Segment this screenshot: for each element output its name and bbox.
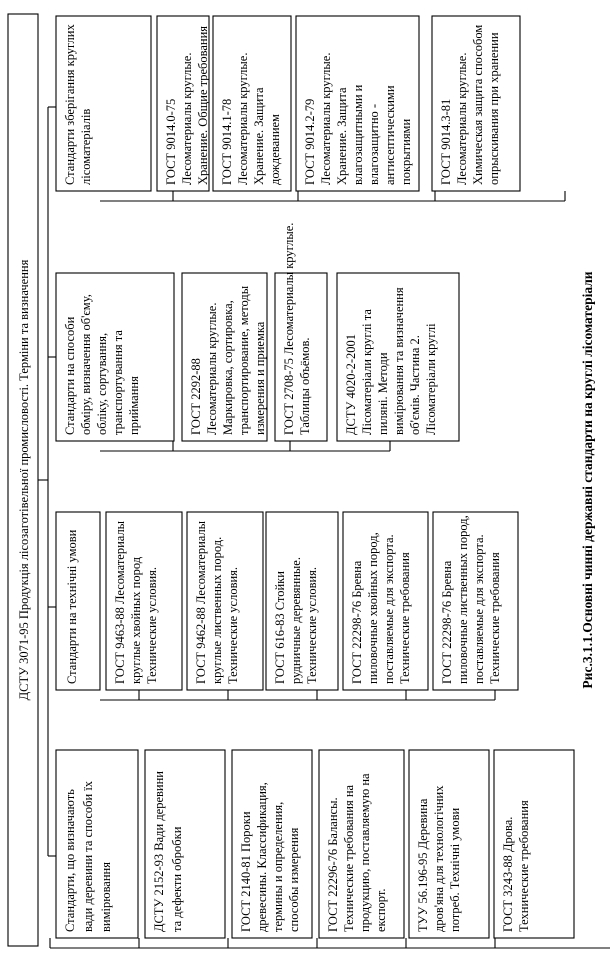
col2-item-1: ГОСТ 9463-88 Лесоматериалы круглые хвойных пород Технические условия. xyxy=(113,520,159,684)
column-specs xyxy=(56,512,518,690)
col2-item-5: ГОСТ 22298-76 Бревна пиловочные лиственных пород, поставляемые для экспорта. Технические требования xyxy=(440,515,502,684)
figure-caption: Рис.3.1.1.Основні чинні державні стандарти на круглі лісоматеріали xyxy=(580,271,595,689)
column-measurement xyxy=(56,223,459,441)
column-storage xyxy=(56,16,520,191)
col1-item-5: ГОСТ 3243-88 Дрова. Технические требования xyxy=(501,800,531,932)
root-box xyxy=(8,14,38,946)
col4-item-4: ГОСТ 9014.3-81 Лесоматериалы круглые. Химическая защита способом опрыскивания при хранении xyxy=(439,24,501,185)
col3-header: Стандарти на способи обміру, визначення об'єму, обліку, сортування, транспортування та приймання xyxy=(63,294,141,435)
col4-item-2: ГОСТ 9014.1-78 Лесоматериалы круглые. Хранение. Защита дождеванием xyxy=(220,52,282,185)
col4-item-3: ГОСТ 9014.2-79 Лесоматериалы круглые. Хранение. Защита влагозащитными и влагозащитно - антисептическими покрытиями xyxy=(303,52,413,185)
col4-item-1: ГОСТ 9014.0-75 Лесоматериалы круглые. Хранение. Общие требования xyxy=(164,25,210,185)
root-label: ДСТУ 3071-95 Продукція лісозаготівельної промисловості. Терміни та визначення xyxy=(17,259,31,701)
col1-item-4: ТУУ 56.196-95 Деревина дров'яна для технологічних потреб. Технічні умови xyxy=(416,785,462,932)
col1-item-3: ГОСТ 22296-76 Балансы. Технические требования на продукцию, поставляемую на експорт. xyxy=(326,773,388,932)
col3-item-3: ДСТУ 4020-2-2001 Лісоматеріали круглі та пиляні. Методи вимірювання та визначення об'ємів. Частина 2. Лісоматеріали круглі xyxy=(344,287,438,435)
col4-header: Стандарти зберігання круглих лісоматеріалів xyxy=(63,24,93,185)
col2-item-3: ГОСТ 616-83 Стойки рудничные деревянные. Технические условия. xyxy=(273,557,319,684)
col2-item-2: ГОСТ 9462-88 Лесоматериалы круглые лиственных пород. Технические условия. xyxy=(194,520,240,684)
col3-item-1: ГОСТ 2292-88 Лесоматериалы круглые. Маркировка, сортировка, транспортирование, методы измерения и приемка xyxy=(189,285,267,435)
col3-item-2: ГОСТ 2708-75 Лесоматериалы круглые. Таблицы объёмов. xyxy=(282,222,312,435)
col2-header: Стандарти на технічні умови xyxy=(65,529,79,684)
col1-item-2: ГОСТ 2140-81 Пороки древесины. Классификация, термины и определения, способы измерения xyxy=(239,782,301,932)
col1-header: Стандарти, що визначають вади деревини та способи їх вимірювання xyxy=(63,780,113,932)
col1-item-1: ДСТУ 2152-93 Вади деревини та дефекти обробки xyxy=(152,771,184,932)
column-defects xyxy=(56,750,574,938)
col2-item-4: ГОСТ 22298-76 Бревна пиловочные хвойных пород, поставляемые для экспорта. Технические требования xyxy=(350,532,412,684)
